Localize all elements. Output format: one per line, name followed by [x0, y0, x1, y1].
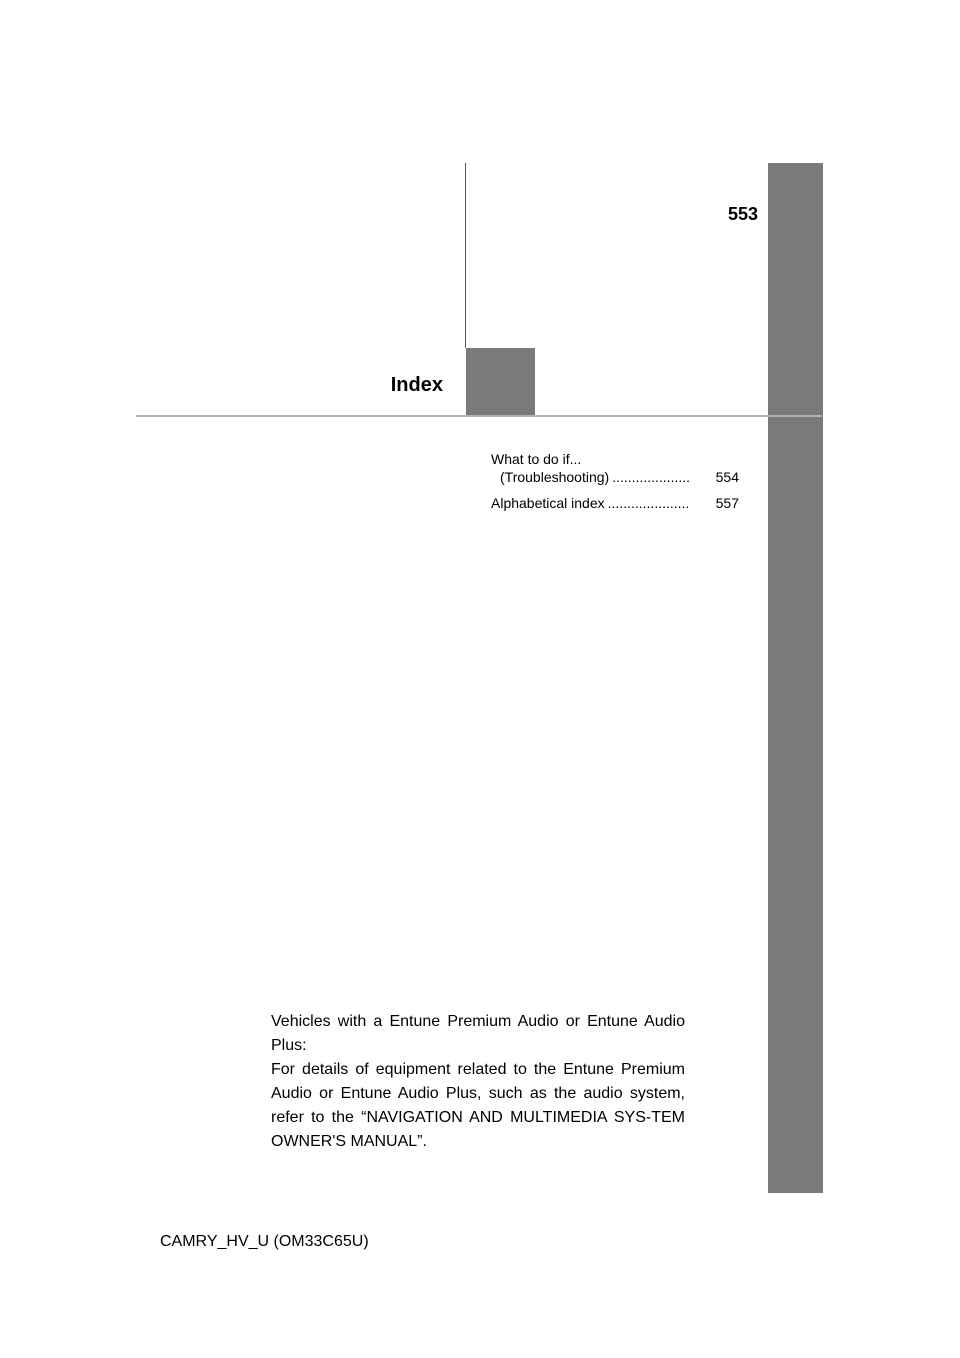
section-tab-marker: [466, 348, 535, 415]
toc-entry-label: Alphabetical index: [491, 495, 605, 511]
note-heading: Vehicles with a Entune Premium Audio or Entune Audio Plus:: [271, 1013, 685, 1054]
toc-entry-label: What to do if...: [491, 451, 582, 467]
toc-leader-dots: .....................: [607, 495, 690, 511]
toc-entry-label: (Troubleshooting): [500, 469, 610, 485]
note-body: For details of equipment related to the Entune Premium Audio or Entune Audio Plus, such as the audio system, refer to the “NAVIGATION AND MULTIMEDIA SYS-TEM OWNER'S MANUAL”.: [271, 1061, 685, 1150]
toc-page-number: 557: [715, 495, 739, 511]
toc-entry-line: [491, 494, 739, 512]
toc-page-number: 554: [715, 469, 739, 485]
horizontal-rule: [136, 415, 822, 417]
toc-leader-dots: ....................: [612, 469, 691, 485]
page-number: 553: [727, 204, 758, 224]
toc-entry-line: [491, 450, 739, 468]
document-code-footer: CAMRY_HV_U (OM33C65U): [160, 1233, 369, 1250]
toc-entry-line: [491, 468, 739, 486]
audio-system-note: [271, 1010, 685, 1154]
toc-entry-alphabetical-index[interactable]: [491, 494, 739, 512]
chapter-thumb-bar: [768, 163, 823, 1193]
vertical-divider: [465, 163, 466, 348]
section-title: Index: [390, 374, 443, 396]
table-of-contents: [491, 450, 739, 520]
toc-entry-troubleshooting[interactable]: [491, 450, 739, 486]
